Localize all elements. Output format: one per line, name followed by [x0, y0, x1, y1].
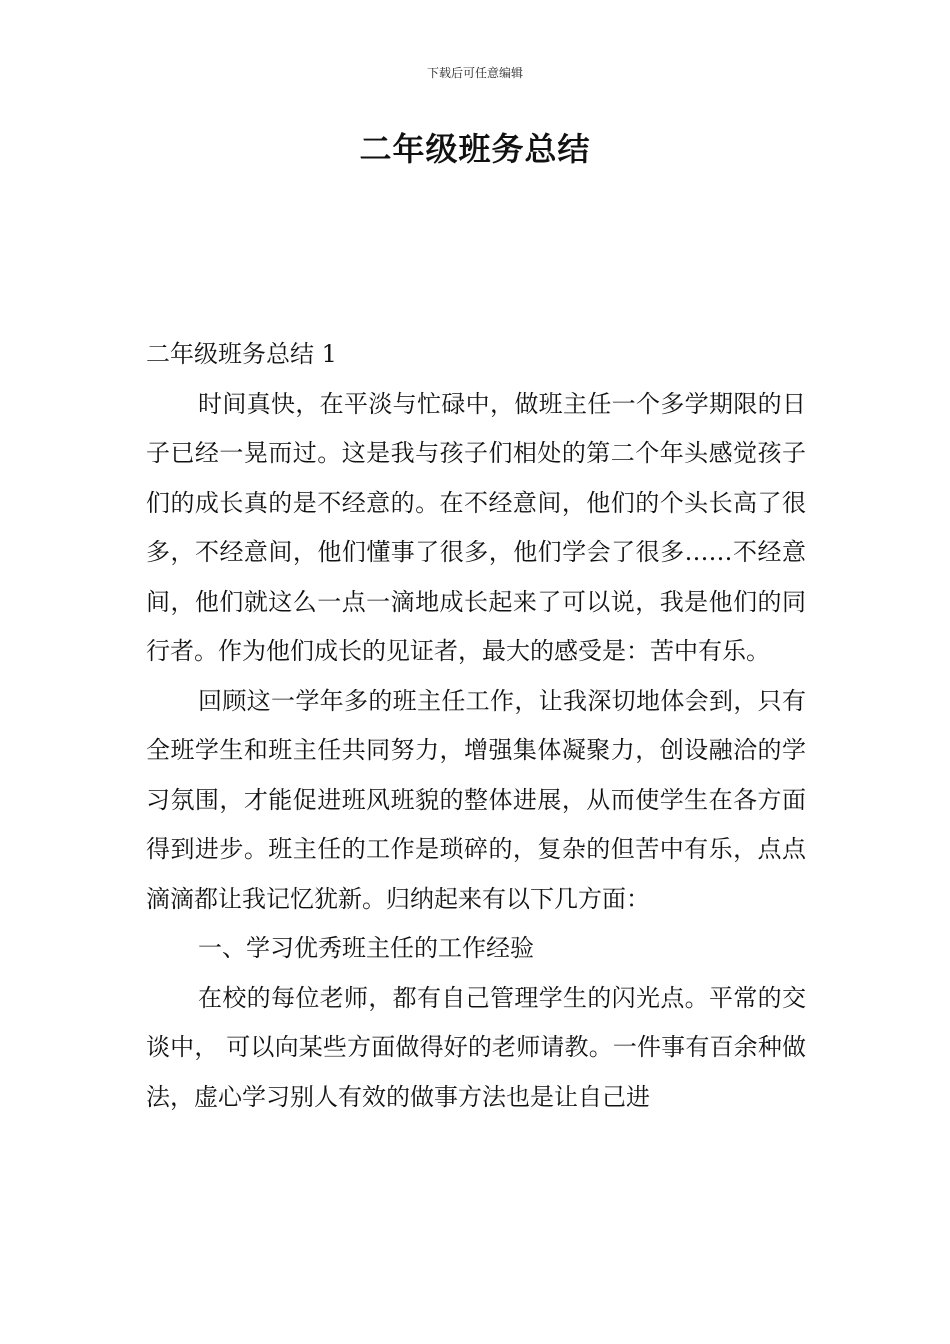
paragraph-review: 回顾这一学年多的班主任工作，让我深切地体会到，只有全班学生和班主任共同努力，增强集体凝聚力，创设融洽的学习氛围，才能促进班风班貌的整体进展，从而使学生在各方面得到进步。班主任的工作是琐碎的，复杂的但苦中有乐，点点滴滴都让我记忆犹新。归纳起来有以下几方面：	[146, 686, 806, 913]
header-note: 下载后可任意编辑	[426, 66, 523, 80]
document-title: 二年级班务总结	[359, 130, 591, 168]
paragraph-learning: 在校的每位老师，都有自己管理学生的闪光点。平常的交谈中， 可以向某些方面做得好的老师请教。一件事有百余种做法，虚心学习别人有效的做事方法也是让自己进	[146, 983, 806, 1111]
section-subtitle: 二年级班务总结 1	[146, 340, 337, 368]
document-body	[146, 330, 806, 1122]
paragraph-intro: 时间真快，在平淡与忙碌中，做班主任一个多学期限的日子已经一晃而过。这是我与孩子们相处的第二个年头感觉孩子们的成长真的是不经意的。在不经意间，他们的个头长高了很多，不经意间，他们懂事了很多，他们学会了很多……不经意间，他们就这么一点一滴地成长起来了可以说，我是他们的同行者。作为他们成长的见证者，最大的感受是：苦中有乐。	[146, 389, 806, 665]
section-heading-1: 一、学习优秀班主任的工作经验	[198, 934, 534, 962]
